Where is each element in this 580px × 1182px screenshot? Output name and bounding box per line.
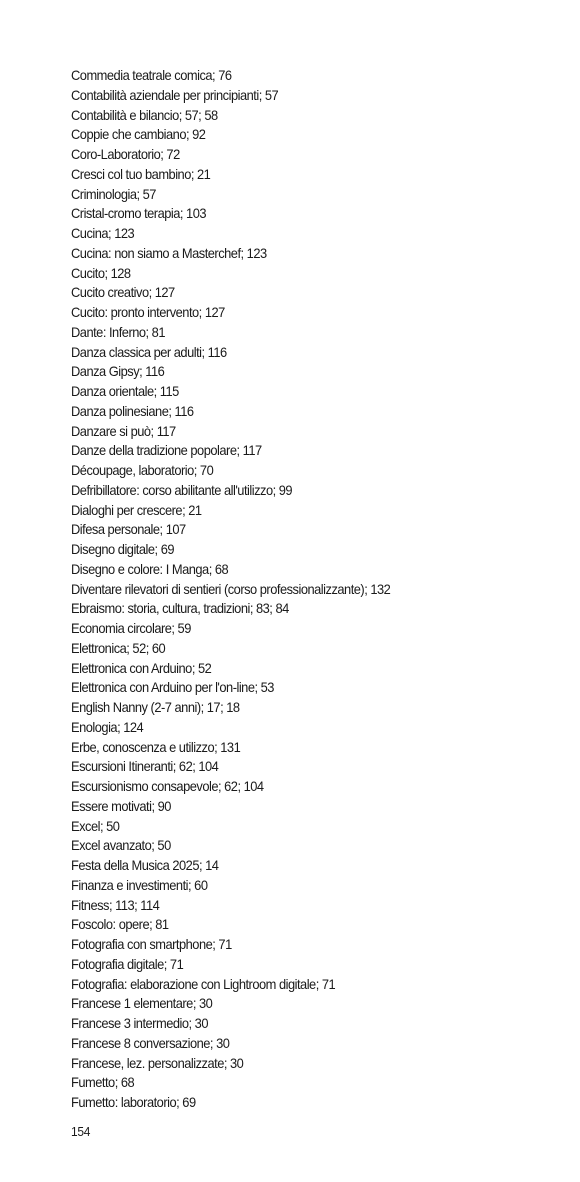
index-entry: Dante: Inferno; 81 [71, 323, 166, 340]
index-entry: Cresci col tuo bambino; 21 [71, 165, 211, 182]
index-entry: Fumetto; 68 [71, 1074, 135, 1091]
index-entry: Criminologia; 57 [71, 185, 156, 202]
index-entry: Contabilità e bilancio; 57; 58 [71, 106, 218, 123]
index-entry: Fotografia con smartphone; 71 [71, 936, 232, 952]
index-entry: Commedia teatrale comica; 76 [71, 67, 232, 83]
index-entry: Elettronica con Arduino; 52 [71, 659, 212, 676]
index-entry: Francese 8 conversazione; 30 [71, 1034, 230, 1051]
index-entry: Defribillatore: corso abilitante all'utilizzo; 99 [71, 481, 293, 498]
index-entry: Cristal-cromo terapia; 103 [71, 205, 207, 222]
index-entry: Francese 1 elementare; 30 [71, 995, 213, 1012]
index-entry: Cucito: pronto intervento; 127 [71, 304, 225, 320]
index-entry: Francese, lez. personalizzate; 30 [71, 1054, 244, 1071]
index-entry: Cucito creativo; 127 [71, 284, 175, 301]
index-entry: Cucina; 123 [71, 225, 135, 241]
index-entry: Escursionismo consapevole; 62; 104 [71, 778, 264, 794]
index-entry: Coppie che cambiano; 92 [71, 126, 206, 143]
index-list [71, 66, 418, 1113]
index-entry: Danza orientale; 115 [71, 383, 179, 399]
page-number: 154 [71, 1124, 91, 1139]
index-entry: Dialoghi per crescere; 21 [71, 501, 202, 518]
index-entry: Contabilità aziendale per principianti; 57 [71, 86, 279, 103]
index-entry: Ebraismo: storia, cultura, tradizioni; 83; 84 [71, 600, 289, 617]
index-entry: Diventare rilevatori di sentieri (corso professionalizzante); 132 [71, 580, 391, 597]
index-entry: Festa della Musica 2025; 14 [71, 857, 219, 873]
index-entry: Francese 3 intermedio; 30 [71, 1015, 208, 1031]
index-entry: Coro-Laboratorio; 72 [71, 146, 180, 162]
index-entry: Essere motivati; 90 [71, 797, 171, 814]
index-entry: Danza polinesiane; 116 [71, 402, 194, 419]
index-entry: Excel; 50 [71, 817, 120, 834]
index-entry: Escursioni Itineranti; 62; 104 [71, 758, 219, 775]
index-entry: Finanza e investimenti; 60 [71, 876, 208, 893]
index-entry: Difesa personale; 107 [71, 521, 186, 538]
index-entry: Cucito; 128 [71, 264, 131, 281]
index-entry: Découpage, laboratorio; 70 [71, 462, 214, 478]
index-entry: Elettronica; 52; 60 [71, 639, 166, 656]
index-entry: Fumetto: laboratorio; 69 [71, 1094, 196, 1110]
index-entry: Cucina: non siamo a Masterchef; 123 [71, 244, 267, 261]
index-entry: Excel avanzato; 50 [71, 837, 171, 854]
index-entry: Elettronica con Arduino per l'on-line; 53 [71, 679, 274, 696]
index-entry: Danza classica per adulti; 116 [71, 343, 227, 360]
index-entry: Economia circolare; 59 [71, 620, 191, 636]
index-entry: Danzare si può; 117 [71, 422, 176, 439]
index-entry: Fotografia digitale; 71 [71, 955, 184, 972]
index-entry: Fotografia: elaborazione con Lightroom digitale; 71 [71, 975, 336, 992]
index-entry: Fitness; 113; 114 [71, 896, 160, 913]
index-entry: Foscolo: opere; 81 [71, 916, 169, 933]
index-entry: Disegno e colore: I Manga; 68 [71, 560, 229, 577]
index-entry: Disegno digitale; 69 [71, 541, 175, 557]
index-entry: Enologia; 124 [71, 718, 144, 735]
index-entry: Danza Gipsy; 116 [71, 363, 165, 380]
index-entry: Erbe, conoscenza e utilizzo; 131 [71, 738, 241, 755]
index-entry: English Nanny (2-7 anni); 17; 18 [71, 699, 240, 715]
index-entry: Danze della tradizione popolare; 117 [71, 442, 262, 459]
